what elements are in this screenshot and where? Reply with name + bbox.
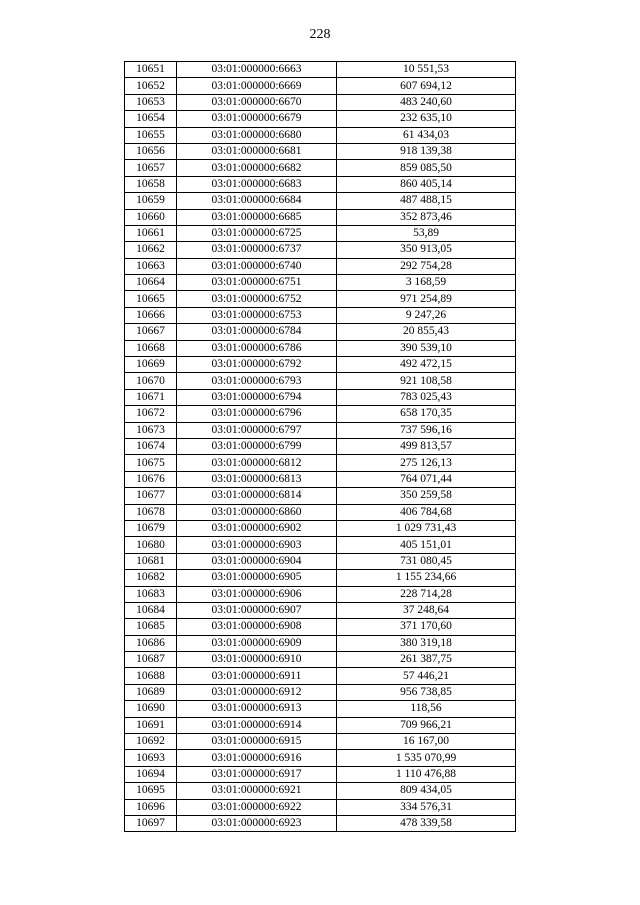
row-number-cell: 10668 (125, 340, 177, 356)
row-number-cell: 10685 (125, 619, 177, 635)
row-number-cell: 10689 (125, 684, 177, 700)
table-row (125, 766, 516, 782)
row-number-cell: 10655 (125, 127, 177, 143)
table-row (125, 357, 516, 373)
cadastral-number-cell: 03:01:000000:6786 (177, 340, 337, 356)
row-number-cell: 10687 (125, 652, 177, 668)
value-cell: 918 139,38 (337, 143, 516, 159)
row-number-cell: 10666 (125, 307, 177, 323)
table-row (125, 340, 516, 356)
row-number-cell: 10669 (125, 357, 177, 373)
row-number-cell: 10691 (125, 717, 177, 733)
cadastral-number-cell: 03:01:000000:6669 (177, 78, 337, 94)
table-row (125, 127, 516, 143)
cadastral-number-cell: 03:01:000000:6910 (177, 652, 337, 668)
row-number-cell: 10677 (125, 488, 177, 504)
cadastral-number-cell: 03:01:000000:6683 (177, 176, 337, 192)
cadastral-number-cell: 03:01:000000:6903 (177, 537, 337, 553)
table-row (125, 668, 516, 684)
table-row (125, 734, 516, 750)
table-row (125, 783, 516, 799)
table-row (125, 373, 516, 389)
row-number-cell: 10653 (125, 94, 177, 110)
table-row (125, 619, 516, 635)
row-number-cell: 10697 (125, 815, 177, 831)
table-row (125, 488, 516, 504)
value-cell: 406 784,68 (337, 504, 516, 520)
row-number-cell: 10675 (125, 455, 177, 471)
table-row (125, 275, 516, 291)
row-number-cell: 10658 (125, 176, 177, 192)
cadastral-number-cell: 03:01:000000:6753 (177, 307, 337, 323)
row-number-cell: 10674 (125, 438, 177, 454)
row-number-cell: 10657 (125, 160, 177, 176)
cadastral-number-cell: 03:01:000000:6922 (177, 799, 337, 815)
table-row (125, 750, 516, 766)
cadastral-number-cell: 03:01:000000:6915 (177, 734, 337, 750)
value-cell: 350 259,58 (337, 488, 516, 504)
value-cell: 405 151,01 (337, 537, 516, 553)
row-number-cell: 10690 (125, 701, 177, 717)
cadastral-number-cell: 03:01:000000:6663 (177, 62, 337, 78)
table-body (125, 62, 516, 832)
row-number-cell: 10682 (125, 570, 177, 586)
row-number-cell: 10654 (125, 111, 177, 127)
row-number-cell: 10663 (125, 258, 177, 274)
row-number-cell: 10680 (125, 537, 177, 553)
cadastral-table (124, 61, 516, 832)
table-row (125, 438, 516, 454)
table-row (125, 176, 516, 192)
row-number-cell: 10679 (125, 520, 177, 536)
value-cell: 380 319,18 (337, 635, 516, 651)
cadastral-number-cell: 03:01:000000:6794 (177, 389, 337, 405)
table-row (125, 586, 516, 602)
value-cell: 478 339,58 (337, 815, 516, 831)
value-cell: 1 535 070,99 (337, 750, 516, 766)
row-number-cell: 10659 (125, 193, 177, 209)
row-number-cell: 10696 (125, 799, 177, 815)
table-row (125, 389, 516, 405)
value-cell: 731 080,45 (337, 553, 516, 569)
value-cell: 20 855,43 (337, 324, 516, 340)
table-row (125, 455, 516, 471)
value-cell: 371 170,60 (337, 619, 516, 635)
value-cell: 53,89 (337, 225, 516, 241)
cadastral-number-cell: 03:01:000000:6908 (177, 619, 337, 635)
cadastral-number-cell: 03:01:000000:6681 (177, 143, 337, 159)
value-cell: 232 635,10 (337, 111, 516, 127)
value-cell: 859 085,50 (337, 160, 516, 176)
table-row (125, 225, 516, 241)
cadastral-number-cell: 03:01:000000:6907 (177, 602, 337, 618)
cadastral-number-cell: 03:01:000000:6905 (177, 570, 337, 586)
value-cell: 9 247,26 (337, 307, 516, 323)
table-row (125, 701, 516, 717)
table-row (125, 193, 516, 209)
row-number-cell: 10681 (125, 553, 177, 569)
value-cell: 737 596,16 (337, 422, 516, 438)
value-cell: 971 254,89 (337, 291, 516, 307)
cadastral-number-cell: 03:01:000000:6682 (177, 160, 337, 176)
row-number-cell: 10656 (125, 143, 177, 159)
value-cell: 487 488,15 (337, 193, 516, 209)
table-row (125, 291, 516, 307)
row-number-cell: 10688 (125, 668, 177, 684)
table-row (125, 537, 516, 553)
value-cell: 1 155 234,66 (337, 570, 516, 586)
cadastral-number-cell: 03:01:000000:6909 (177, 635, 337, 651)
table-row (125, 78, 516, 94)
table-row (125, 471, 516, 487)
cadastral-number-cell: 03:01:000000:6916 (177, 750, 337, 766)
table-row (125, 62, 516, 78)
cadastral-number-cell: 03:01:000000:6685 (177, 209, 337, 225)
value-cell: 483 240,60 (337, 94, 516, 110)
cadastral-number-cell: 03:01:000000:6796 (177, 406, 337, 422)
cadastral-number-cell: 03:01:000000:6793 (177, 373, 337, 389)
page-number: 228 (309, 27, 331, 42)
table-row (125, 570, 516, 586)
cadastral-number-cell: 03:01:000000:6860 (177, 504, 337, 520)
value-cell: 352 873,46 (337, 209, 516, 225)
row-number-cell: 10678 (125, 504, 177, 520)
value-cell: 118,56 (337, 701, 516, 717)
value-cell: 350 913,05 (337, 242, 516, 258)
cadastral-number-cell: 03:01:000000:6813 (177, 471, 337, 487)
value-cell: 492 472,15 (337, 357, 516, 373)
value-cell: 499 813,57 (337, 438, 516, 454)
table-row (125, 111, 516, 127)
value-cell: 3 168,59 (337, 275, 516, 291)
value-cell: 1 029 731,43 (337, 520, 516, 536)
cadastral-number-cell: 03:01:000000:6680 (177, 127, 337, 143)
cadastral-number-cell: 03:01:000000:6792 (177, 357, 337, 373)
row-number-cell: 10652 (125, 78, 177, 94)
row-number-cell: 10661 (125, 225, 177, 241)
table-row (125, 504, 516, 520)
cadastral-number-cell: 03:01:000000:6923 (177, 815, 337, 831)
cadastral-number-cell: 03:01:000000:6911 (177, 668, 337, 684)
row-number-cell: 10694 (125, 766, 177, 782)
cadastral-number-cell: 03:01:000000:6797 (177, 422, 337, 438)
table-row (125, 94, 516, 110)
row-number-cell: 10686 (125, 635, 177, 651)
table-row (125, 684, 516, 700)
value-cell: 228 714,28 (337, 586, 516, 602)
value-cell: 783 025,43 (337, 389, 516, 405)
row-number-cell: 10693 (125, 750, 177, 766)
value-cell: 860 405,14 (337, 176, 516, 192)
table-row (125, 717, 516, 733)
cadastral-number-cell: 03:01:000000:6670 (177, 94, 337, 110)
cadastral-number-cell: 03:01:000000:6812 (177, 455, 337, 471)
row-number-cell: 10664 (125, 275, 177, 291)
value-cell: 275 126,13 (337, 455, 516, 471)
value-cell: 709 966,21 (337, 717, 516, 733)
row-number-cell: 10673 (125, 422, 177, 438)
table-row (125, 307, 516, 323)
table-row (125, 422, 516, 438)
table-row (125, 258, 516, 274)
cadastral-number-cell: 03:01:000000:6917 (177, 766, 337, 782)
value-cell: 809 434,05 (337, 783, 516, 799)
value-cell: 956 738,85 (337, 684, 516, 700)
table-row (125, 602, 516, 618)
table-row (125, 160, 516, 176)
value-cell: 37 248,64 (337, 602, 516, 618)
value-cell: 61 434,03 (337, 127, 516, 143)
value-cell: 261 387,75 (337, 652, 516, 668)
cadastral-number-cell: 03:01:000000:6679 (177, 111, 337, 127)
row-number-cell: 10667 (125, 324, 177, 340)
cadastral-number-cell: 03:01:000000:6906 (177, 586, 337, 602)
row-number-cell: 10676 (125, 471, 177, 487)
table-row (125, 635, 516, 651)
cadastral-number-cell: 03:01:000000:6912 (177, 684, 337, 700)
table-row (125, 652, 516, 668)
cadastral-number-cell: 03:01:000000:6752 (177, 291, 337, 307)
cadastral-number-cell: 03:01:000000:6814 (177, 488, 337, 504)
value-cell: 921 108,58 (337, 373, 516, 389)
row-number-cell: 10684 (125, 602, 177, 618)
table-row (125, 520, 516, 536)
row-number-cell: 10665 (125, 291, 177, 307)
cadastral-number-cell: 03:01:000000:6904 (177, 553, 337, 569)
value-cell: 390 539,10 (337, 340, 516, 356)
value-cell: 57 446,21 (337, 668, 516, 684)
table-row (125, 799, 516, 815)
cadastral-number-cell: 03:01:000000:6751 (177, 275, 337, 291)
table-row (125, 324, 516, 340)
cadastral-number-cell: 03:01:000000:6921 (177, 783, 337, 799)
row-number-cell: 10695 (125, 783, 177, 799)
row-number-cell: 10662 (125, 242, 177, 258)
cadastral-number-cell: 03:01:000000:6684 (177, 193, 337, 209)
value-cell: 334 576,31 (337, 799, 516, 815)
table-row (125, 553, 516, 569)
cadastral-number-cell: 03:01:000000:6914 (177, 717, 337, 733)
table-row (125, 406, 516, 422)
row-number-cell: 10670 (125, 373, 177, 389)
row-number-cell: 10672 (125, 406, 177, 422)
row-number-cell: 10692 (125, 734, 177, 750)
cadastral-number-cell: 03:01:000000:6737 (177, 242, 337, 258)
value-cell: 1 110 476,88 (337, 766, 516, 782)
value-cell: 764 071,44 (337, 471, 516, 487)
row-number-cell: 10683 (125, 586, 177, 602)
cadastral-number-cell: 03:01:000000:6740 (177, 258, 337, 274)
table-row (125, 143, 516, 159)
cadastral-number-cell: 03:01:000000:6902 (177, 520, 337, 536)
value-cell: 607 694,12 (337, 78, 516, 94)
value-cell: 16 167,00 (337, 734, 516, 750)
cadastral-number-cell: 03:01:000000:6725 (177, 225, 337, 241)
table-row (125, 209, 516, 225)
value-cell: 292 754,28 (337, 258, 516, 274)
table-row (125, 815, 516, 831)
table-row (125, 242, 516, 258)
value-cell: 658 170,35 (337, 406, 516, 422)
row-number-cell: 10651 (125, 62, 177, 78)
row-number-cell: 10671 (125, 389, 177, 405)
cadastral-number-cell: 03:01:000000:6784 (177, 324, 337, 340)
value-cell: 10 551,53 (337, 62, 516, 78)
row-number-cell: 10660 (125, 209, 177, 225)
cadastral-number-cell: 03:01:000000:6913 (177, 701, 337, 717)
cadastral-number-cell: 03:01:000000:6799 (177, 438, 337, 454)
